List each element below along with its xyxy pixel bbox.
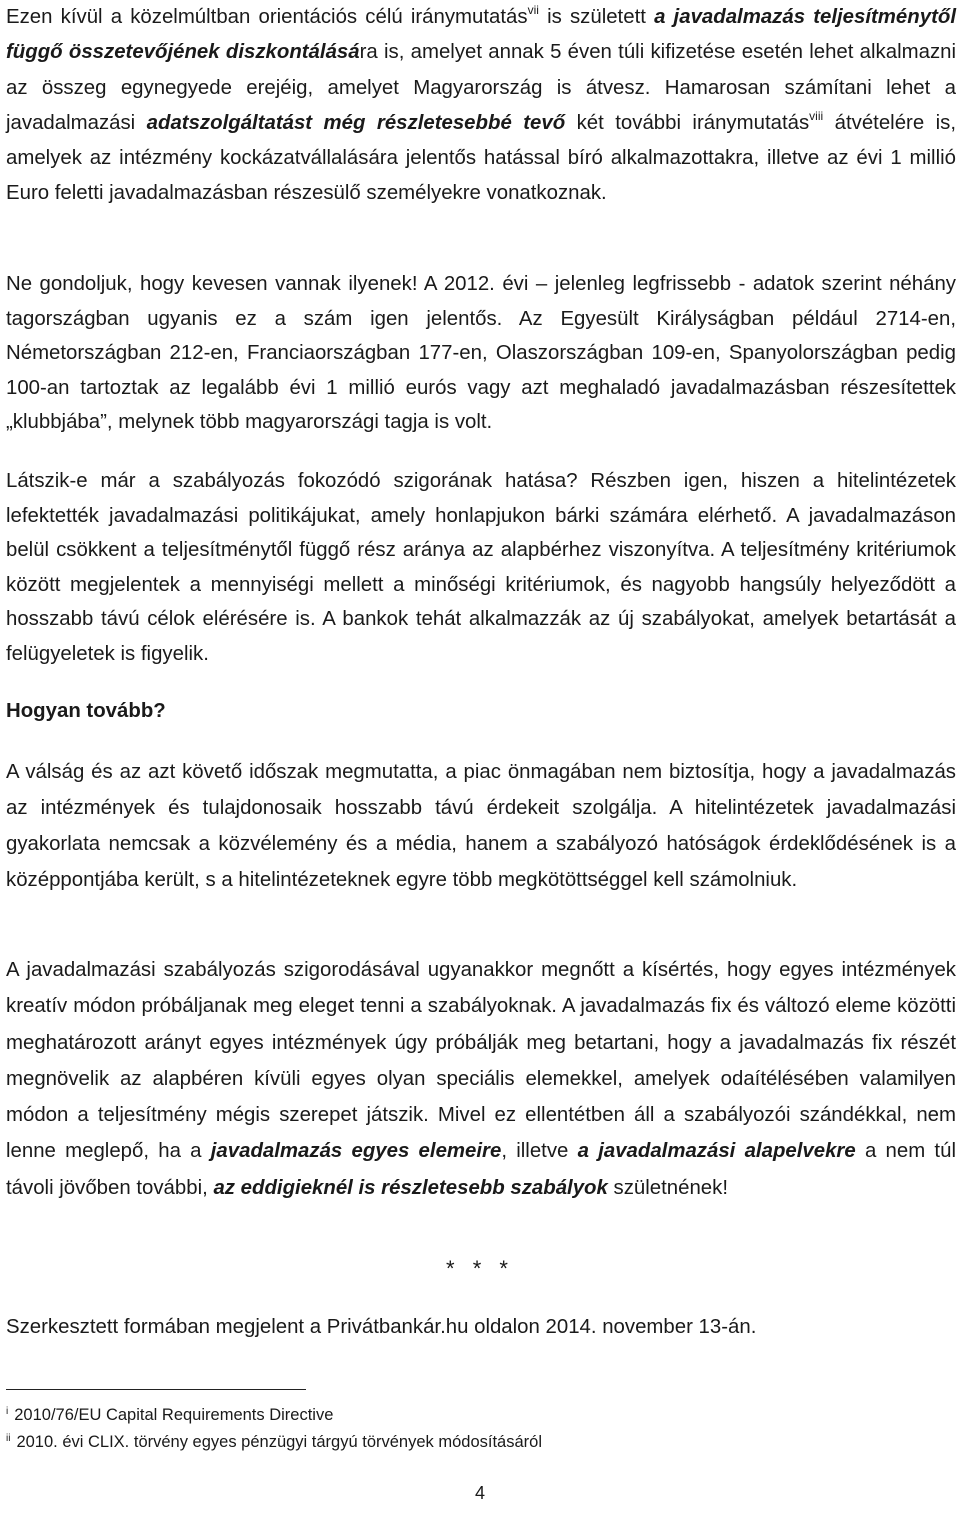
- footnote-item: [6, 1402, 333, 1425]
- footnote-text: 2010. évi CLIX. törvény egyes pénzügyi tárgyú törvények módosításáról: [16, 1433, 542, 1451]
- text-run: is született: [538, 6, 655, 28]
- footnote-item: [6, 1429, 542, 1452]
- footnote-text: 2010/76/EU Capital Requirements Directive: [14, 1406, 334, 1424]
- paragraph-iranymutatasok: [6, 0, 956, 212]
- paragraph-valsag: A válság és az azt követő időszak megmutatta, a piac önmagában nem biztosítja, hogy a javadalmazás az intézmények és tulajdonosaik hosszabb távú érdekeit szolgálja. A hitelintézetek javadalmazási gyakorlata nemcsak a közvélemény és a média, hanem a szabályozó hatóságok érdeklődésének is a középpontjába került, s a hitelintézeteknek egyre több megkötöttséggel kell számolniuk.: [6, 761, 956, 891]
- emphasis-egyes-elemek: javadalmazás egyes elemeire: [210, 1140, 502, 1163]
- text-run: a nem túl távoli jövőben további,: [6, 1140, 956, 1199]
- paragraph-szabalyozas-hatasa: Látszik-e már a szabályozás fokozódó szigorának hatása? Részben igen, hiszen a hitelintézetek lefektették javadalmazási politikájukat, amely honlapjukon bárki számára elérhető. A javadalmazáson belül csökkent a teljesítménytől függő rész aránya az alapbérhez viszonyítva. A teljesítmény kritériumok között megjelentek a mennyiségi mellett a minőségi kritériumok, és nagyobb hangsúly helyeződött a hosszabb távú célok elérésére is. A bankok tehát alkalmazzák az új szabályokat, amelyek betartását a felügyeletek is figyelik.: [6, 470, 956, 665]
- text-run: két további iránymutatás: [565, 111, 810, 134]
- footnote-mark: i: [6, 1406, 9, 1417]
- paragraph-kiserte: [6, 952, 956, 1206]
- text-run: születnének!: [607, 1176, 729, 1199]
- text-run: Ezen kívül a közelmúltban orientációs célú iránymutatás: [6, 6, 528, 28]
- section-separator: * * *: [446, 1256, 514, 1281]
- section-heading: Hogyan tovább?: [6, 700, 166, 722]
- publication-note: Szerkesztett formában megjelent a Privátbankár.hu oldalon 2014. november 13-án.: [6, 1316, 757, 1338]
- footnote-ref-viii[interactable]: viii: [809, 108, 824, 123]
- emphasis-diszkontalas: a javadalmazás teljesítménytől függő összetevőjének diszkontálásá: [6, 6, 956, 64]
- emphasis-adatszolgaltatas: adatszolgáltatást még részletesebbé tevő: [146, 111, 566, 134]
- paragraph-klub: Ne gondoljuk, hogy kevesen vannak ilyenek! A 2012. évi – jelenleg legfrissebb - adatok szerint néhány tagországban ugyanis ez a szám igen jelentős. Az Egyesült Királyságban például 2714-en, Németországban 212-en, Franciaországban 177-en, Olaszországban 109-en, Spanyolországban pedig 100-an tartoztak az legalább évi 1 millió eurós vagy azt meghaladó javadalmazásban részesítettek „klubbjába”, melynek több magyarországi tagja is volt.: [6, 273, 956, 433]
- text-run: , illetve: [501, 1140, 578, 1163]
- page-number: 4: [474, 1483, 485, 1503]
- emphasis-alapelvek: a javadalmazási alapelvekre: [577, 1140, 856, 1163]
- text-run: átvételére is, amelyek az intézmény kockázatvállalására jelentős hatással bíró alkalmazottakra, illetve az évi 1 millió Euro feletti javadalmazásban részesülő személyekre vonatkoznak.: [6, 111, 956, 205]
- footnote-ref-vii[interactable]: vii: [527, 3, 539, 17]
- emphasis-szabalyok: az eddigieknél is részletesebb szabályok: [213, 1176, 608, 1199]
- footnote-mark: ii: [6, 1433, 11, 1444]
- text-run: A javadalmazási szabályozás szigorodásával ugyanakkor megnőtt a kísértés, hogy egyes intézmények kreatív módon próbáljanak meg eleget tenni a szabályoknak. A javadalmazás fix és változó eleme közötti meghatározott arányt egyes intézmények úgy próbálják meg betartani, hogy a javadalmazás fix részét megnövelik az alapbéren kívüli egyes olyan speciális elemekkel, amelyek odaítélésében valamilyen módon a teljesítmény mégis szerepet játszik. Mivel ez ellentétben áll a szabályozói szándékkal, nem lenne meglepő, ha a: [6, 959, 956, 1163]
- footnote-divider: [6, 1389, 306, 1390]
- text-run: ra is, amelyet annak 5 éven túli kifizetése esetén lehet alkalmazni az összeg egynegyede erejéig, amelyet Magyarország is átvesz. Hamarosan számítani lehet a javadalmazási: [6, 41, 957, 134]
